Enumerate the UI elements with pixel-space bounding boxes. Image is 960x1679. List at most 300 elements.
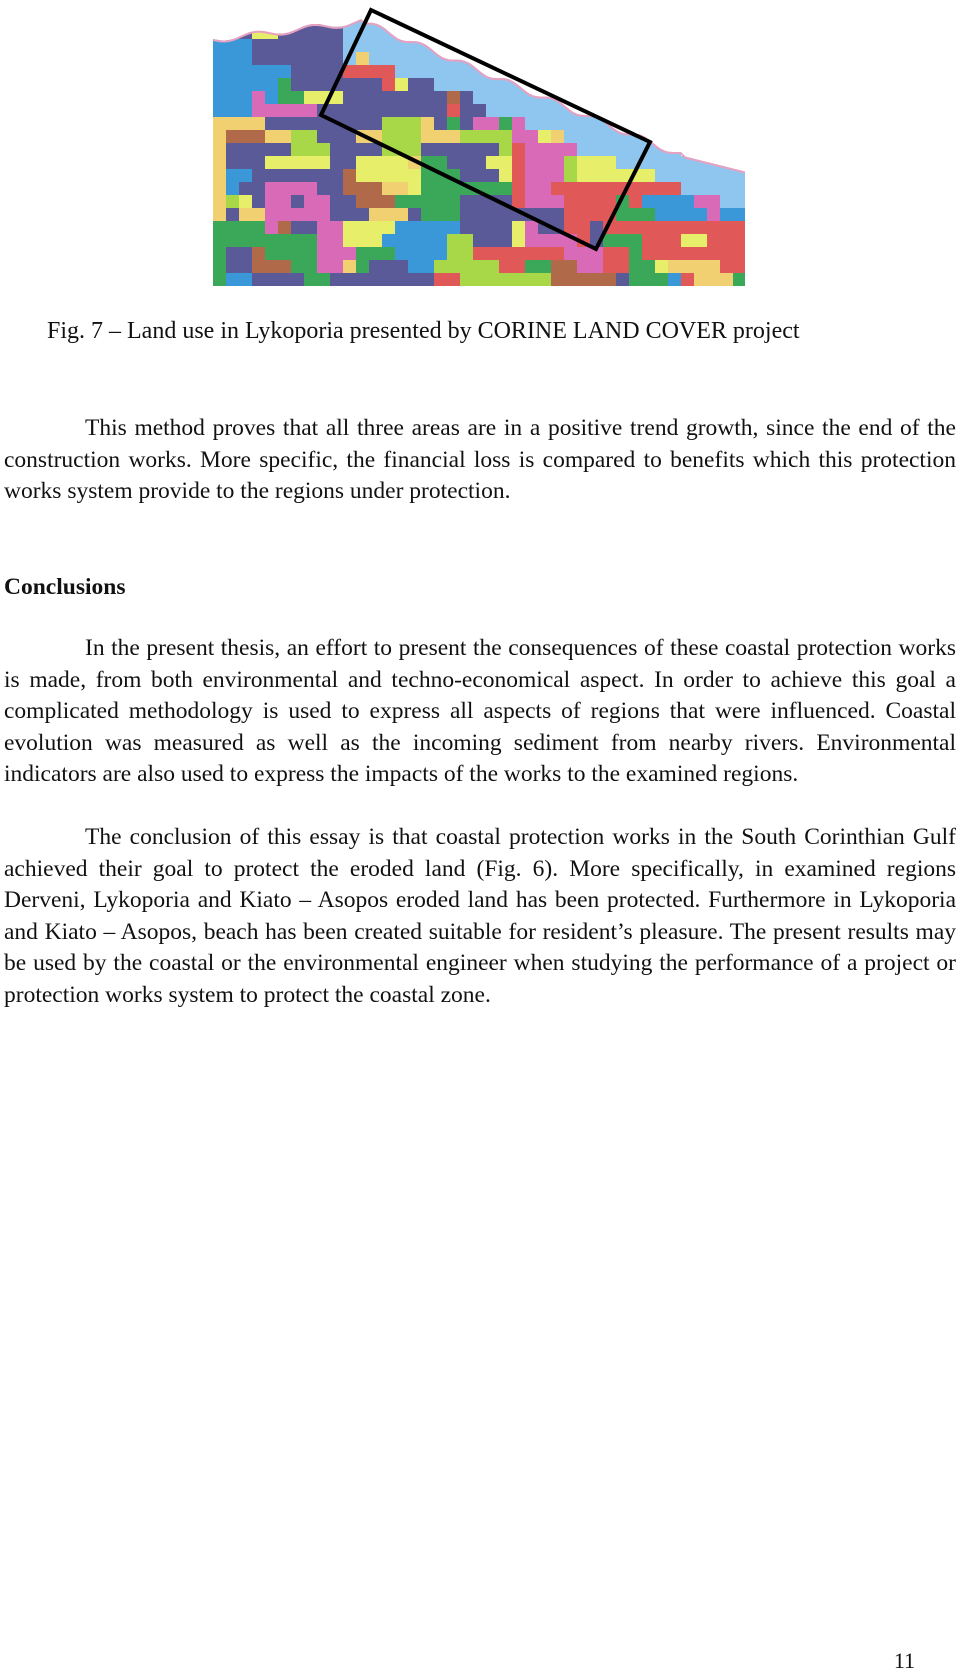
land-cover-cell xyxy=(265,65,278,78)
land-cover-cell xyxy=(733,195,745,208)
land-cover-cell xyxy=(629,234,642,247)
land-cover-cell xyxy=(603,182,616,195)
land-cover-cell xyxy=(590,260,603,273)
land-cover-cell xyxy=(239,104,252,117)
land-cover-cell xyxy=(707,221,720,234)
land-cover-cell xyxy=(369,221,382,234)
land-cover-cell xyxy=(720,221,733,234)
land-cover-cell xyxy=(577,117,590,130)
land-cover-cell xyxy=(590,221,603,234)
land-cover-cell xyxy=(460,156,473,169)
land-cover-cell xyxy=(252,156,265,169)
land-cover-cell xyxy=(434,117,447,130)
land-cover-cell xyxy=(642,247,655,260)
land-cover-cell xyxy=(616,143,629,156)
land-cover-cell xyxy=(434,78,447,91)
land-cover-cell xyxy=(408,182,421,195)
land-cover-cell xyxy=(226,221,239,234)
land-cover-cell xyxy=(499,169,512,182)
land-cover-cell xyxy=(564,247,577,260)
land-cover-cell xyxy=(330,208,343,221)
land-cover-cell xyxy=(330,52,343,65)
land-cover-cell xyxy=(291,65,304,78)
land-cover-cell xyxy=(369,117,382,130)
land-cover-cell xyxy=(369,91,382,104)
land-cover-cell xyxy=(447,143,460,156)
land-cover-cell xyxy=(408,221,421,234)
land-cover-cell xyxy=(733,247,745,260)
land-cover-cell xyxy=(434,130,447,143)
land-cover-cell xyxy=(252,260,265,273)
land-cover-cell xyxy=(330,156,343,169)
land-cover-cell xyxy=(434,143,447,156)
land-cover-cell xyxy=(356,117,369,130)
land-cover-cell xyxy=(213,130,226,143)
land-cover-cell xyxy=(603,169,616,182)
land-cover-cell xyxy=(733,208,745,221)
land-cover-cell xyxy=(369,104,382,117)
land-cover-cell xyxy=(447,130,460,143)
land-cover-cell xyxy=(486,104,499,117)
land-cover-cell xyxy=(304,91,317,104)
land-cover-cell xyxy=(421,130,434,143)
land-cover-cell xyxy=(499,221,512,234)
land-cover-cell xyxy=(512,260,525,273)
land-cover-cell xyxy=(239,78,252,91)
land-cover-cell xyxy=(421,104,434,117)
land-cover-cell xyxy=(551,104,564,117)
land-cover-cell xyxy=(486,169,499,182)
land-cover-cell xyxy=(447,273,460,286)
land-cover-cell xyxy=(434,260,447,273)
land-cover-cell xyxy=(278,195,291,208)
land-cover-cell xyxy=(486,234,499,247)
land-cover-cell xyxy=(603,234,616,247)
land-cover-cell xyxy=(382,221,395,234)
land-cover-cell xyxy=(668,169,681,182)
land-cover-cell xyxy=(304,247,317,260)
land-cover-cell xyxy=(356,260,369,273)
land-cover-cell xyxy=(551,130,564,143)
land-cover-cell xyxy=(421,52,434,65)
land-cover-cell xyxy=(577,169,590,182)
land-cover-cell xyxy=(369,208,382,221)
land-cover-cell xyxy=(317,130,330,143)
land-cover-cell xyxy=(213,208,226,221)
land-cover-cell xyxy=(590,273,603,286)
land-cover-cell xyxy=(434,234,447,247)
land-cover-cell xyxy=(434,247,447,260)
land-cover-cell xyxy=(226,130,239,143)
land-cover-cell xyxy=(538,195,551,208)
land-cover-cell xyxy=(486,273,499,286)
land-use-map xyxy=(213,0,745,286)
land-cover-cell xyxy=(382,169,395,182)
land-cover-cell xyxy=(239,208,252,221)
land-cover-cell xyxy=(525,130,538,143)
land-cover-cell xyxy=(655,156,668,169)
land-cover-cell xyxy=(343,234,356,247)
land-cover-cell xyxy=(317,234,330,247)
land-cover-cell xyxy=(538,182,551,195)
land-cover-cell xyxy=(577,143,590,156)
land-cover-cell xyxy=(382,195,395,208)
land-cover-cell xyxy=(330,182,343,195)
land-cover-cell xyxy=(408,169,421,182)
land-cover-cell xyxy=(252,234,265,247)
land-cover-cell xyxy=(291,208,304,221)
land-cover-cell xyxy=(551,143,564,156)
land-cover-cell xyxy=(369,52,382,65)
land-cover-cell xyxy=(512,273,525,286)
land-cover-cell xyxy=(655,182,668,195)
land-cover-cell xyxy=(291,247,304,260)
land-cover-cell xyxy=(499,104,512,117)
land-cover-cell xyxy=(408,208,421,221)
land-cover-cell xyxy=(603,156,616,169)
land-cover-cell xyxy=(291,52,304,65)
land-cover-cell xyxy=(447,117,460,130)
land-cover-cell xyxy=(291,234,304,247)
land-cover-cell xyxy=(473,260,486,273)
land-cover-cell xyxy=(551,182,564,195)
land-cover-cell xyxy=(343,195,356,208)
land-cover-cell xyxy=(603,247,616,260)
land-cover-cell xyxy=(226,247,239,260)
land-cover-cell xyxy=(577,156,590,169)
land-cover-cell xyxy=(382,104,395,117)
land-cover-cell xyxy=(395,273,408,286)
land-cover-cell xyxy=(720,195,733,208)
land-cover-cell xyxy=(499,247,512,260)
land-cover-cell xyxy=(681,234,694,247)
land-cover-cell xyxy=(538,208,551,221)
land-cover-cell xyxy=(499,208,512,221)
land-cover-cell xyxy=(642,208,655,221)
land-cover-cell xyxy=(590,195,603,208)
land-cover-cell xyxy=(460,65,473,78)
land-cover-cell xyxy=(369,26,382,39)
land-cover-cell xyxy=(525,143,538,156)
land-cover-cell xyxy=(382,130,395,143)
land-cover-cell xyxy=(252,52,265,65)
land-cover-cell xyxy=(473,117,486,130)
land-cover-cell xyxy=(603,273,616,286)
land-cover-cell xyxy=(525,247,538,260)
land-cover-cell xyxy=(304,195,317,208)
land-cover-cell xyxy=(486,208,499,221)
land-cover-cell xyxy=(460,208,473,221)
land-cover-cell xyxy=(278,182,291,195)
figure-caption: Fig. 7 – Land use in Lykoporia presented by CORINE LAND COVER project xyxy=(47,318,800,344)
paragraph-conclusions-1: In the present thesis, an effort to present the consequences of these coastal protection works is made, from both environmental and techno-economical aspect. In order to achieve this goal a complicated methodology is used to express all aspects of regions that were influenced. Coastal evolution was measured as well as the incoming sediment from nearby rivers. Environmental indicators are also used to express the impacts of the works to the examined regions. xyxy=(4,635,956,787)
land-cover-cell xyxy=(577,221,590,234)
land-cover-cell xyxy=(642,221,655,234)
land-cover-cell xyxy=(564,260,577,273)
land-cover-cell xyxy=(317,221,330,234)
land-cover-cell xyxy=(512,156,525,169)
land-cover-cell xyxy=(707,260,720,273)
land-cover-cell xyxy=(590,130,603,143)
land-cover-cell xyxy=(265,78,278,91)
land-cover-cell xyxy=(382,78,395,91)
land-cover-cell xyxy=(408,65,421,78)
land-cover-cell xyxy=(343,260,356,273)
land-cover-cell xyxy=(460,130,473,143)
land-cover-cell xyxy=(642,182,655,195)
land-cover-cell xyxy=(733,273,745,286)
land-cover-cell xyxy=(538,234,551,247)
land-cover-cell xyxy=(213,104,226,117)
land-cover-cell xyxy=(577,195,590,208)
land-cover-cell xyxy=(317,52,330,65)
land-cover-cell xyxy=(265,221,278,234)
land-cover-cell xyxy=(551,273,564,286)
land-cover-cell xyxy=(694,260,707,273)
land-cover-cell xyxy=(694,169,707,182)
land-cover-cell xyxy=(499,234,512,247)
land-cover-cell xyxy=(343,26,356,39)
land-cover-cell xyxy=(551,195,564,208)
land-cover-cell xyxy=(356,195,369,208)
land-cover-cell xyxy=(681,247,694,260)
land-cover-cell xyxy=(330,104,343,117)
land-cover-cell xyxy=(330,247,343,260)
land-cover-cell xyxy=(668,273,681,286)
land-cover-cell xyxy=(603,195,616,208)
land-cover-cell xyxy=(473,78,486,91)
land-cover-cell xyxy=(395,195,408,208)
land-cover-cell xyxy=(395,208,408,221)
land-cover-cell xyxy=(239,156,252,169)
land-cover-cell xyxy=(291,104,304,117)
land-cover-cell xyxy=(720,182,733,195)
land-cover-cell xyxy=(720,234,733,247)
land-cover-cell xyxy=(278,169,291,182)
land-cover-cell xyxy=(278,234,291,247)
land-cover-cell xyxy=(460,169,473,182)
land-cover-cell xyxy=(252,78,265,91)
land-cover-cell xyxy=(226,91,239,104)
land-cover-cell xyxy=(304,52,317,65)
land-cover-cell xyxy=(421,65,434,78)
land-cover-cell xyxy=(408,195,421,208)
land-cover-cell xyxy=(317,156,330,169)
land-cover-cell xyxy=(369,156,382,169)
land-cover-cell xyxy=(434,91,447,104)
land-cover-cell xyxy=(356,234,369,247)
land-cover-cell xyxy=(421,234,434,247)
land-cover-cell xyxy=(473,104,486,117)
land-cover-cell xyxy=(291,273,304,286)
land-cover-cell xyxy=(551,247,564,260)
land-cover-cell xyxy=(486,260,499,273)
land-cover-cell xyxy=(655,273,668,286)
land-cover-cell xyxy=(512,234,525,247)
land-cover-cell xyxy=(577,208,590,221)
land-cover-cell xyxy=(564,156,577,169)
land-cover-cell xyxy=(473,130,486,143)
land-cover-cell xyxy=(252,169,265,182)
land-cover-cell xyxy=(707,273,720,286)
land-cover-cell xyxy=(460,195,473,208)
land-cover-cell xyxy=(239,260,252,273)
land-cover-cell xyxy=(408,234,421,247)
land-cover-cell xyxy=(694,234,707,247)
land-cover-cell xyxy=(408,78,421,91)
land-cover-cell xyxy=(213,65,226,78)
land-cover-cell xyxy=(304,208,317,221)
land-cover-cell xyxy=(590,169,603,182)
land-cover-cell xyxy=(226,104,239,117)
land-cover-cell xyxy=(265,260,278,273)
land-cover-cell xyxy=(499,91,512,104)
land-cover-cell xyxy=(291,130,304,143)
land-cover-cell xyxy=(486,143,499,156)
paragraph-method: This method proves that all three areas are in a positive trend growth, since the end of the construction works. More specific, the financial loss is compared to benefits which this protection works system provide to the regions under protection. xyxy=(4,415,956,504)
land-cover-cell xyxy=(421,208,434,221)
land-cover-cell xyxy=(681,260,694,273)
land-cover-cell xyxy=(447,221,460,234)
land-cover-cell xyxy=(265,143,278,156)
land-cover-cell xyxy=(213,169,226,182)
land-cover-cell xyxy=(213,78,226,91)
land-cover-cell xyxy=(265,247,278,260)
land-cover-cell xyxy=(252,182,265,195)
land-cover-cell xyxy=(408,130,421,143)
land-cover-cell xyxy=(668,208,681,221)
land-cover-cell xyxy=(421,182,434,195)
land-cover-cell xyxy=(226,78,239,91)
land-cover-cell xyxy=(512,91,525,104)
land-cover-cell xyxy=(629,221,642,234)
land-cover-cell xyxy=(564,195,577,208)
land-cover-cell xyxy=(655,247,668,260)
land-cover-cell xyxy=(525,117,538,130)
land-cover-cell xyxy=(395,91,408,104)
land-cover-cell xyxy=(447,195,460,208)
land-cover-cell xyxy=(655,208,668,221)
land-cover-cell xyxy=(278,273,291,286)
land-cover-cell xyxy=(265,182,278,195)
land-cover-cell xyxy=(447,260,460,273)
land-cover-cell xyxy=(681,195,694,208)
land-cover-cell xyxy=(525,169,538,182)
land-cover-cell xyxy=(226,182,239,195)
land-cover-cell xyxy=(512,143,525,156)
land-cover-cell xyxy=(239,221,252,234)
land-cover-cell xyxy=(291,182,304,195)
land-cover-cell xyxy=(590,143,603,156)
land-cover-cell xyxy=(499,273,512,286)
land-cover-cell xyxy=(382,260,395,273)
land-cover-cell xyxy=(486,117,499,130)
land-cover-cell xyxy=(460,260,473,273)
land-cover-cell xyxy=(395,117,408,130)
land-cover-cell xyxy=(720,247,733,260)
land-cover-cell xyxy=(304,26,317,39)
land-cover-cell xyxy=(551,260,564,273)
land-cover-cell xyxy=(512,169,525,182)
land-cover-cell xyxy=(213,52,226,65)
land-cover-cell xyxy=(408,91,421,104)
land-cover-cell xyxy=(720,273,733,286)
land-cover-cell xyxy=(304,221,317,234)
land-cover-cell xyxy=(226,52,239,65)
land-cover-cell xyxy=(642,234,655,247)
land-cover-cell xyxy=(343,143,356,156)
land-cover-cell xyxy=(616,156,629,169)
land-cover-cell xyxy=(304,234,317,247)
land-cover-cell xyxy=(421,195,434,208)
land-cover-cell xyxy=(616,247,629,260)
land-cover-cell xyxy=(382,208,395,221)
land-cover-cell xyxy=(252,247,265,260)
land-cover-cell xyxy=(239,91,252,104)
land-cover-cell xyxy=(642,273,655,286)
land-cover-cell xyxy=(499,260,512,273)
land-cover-cell xyxy=(590,208,603,221)
land-cover-cell xyxy=(473,247,486,260)
land-cover-cell xyxy=(395,169,408,182)
land-cover-cell xyxy=(213,91,226,104)
land-cover-cell xyxy=(369,234,382,247)
land-cover-cell xyxy=(408,104,421,117)
land-cover-cell xyxy=(629,273,642,286)
land-cover-cell xyxy=(512,104,525,117)
land-cover-cell xyxy=(278,117,291,130)
land-cover-cell xyxy=(486,247,499,260)
land-cover-cell xyxy=(668,156,681,169)
land-cover-cell xyxy=(226,143,239,156)
land-cover-cell xyxy=(330,169,343,182)
land-cover-cell xyxy=(291,143,304,156)
land-cover-cell xyxy=(577,260,590,273)
land-cover-cell xyxy=(317,260,330,273)
land-cover-cell xyxy=(525,195,538,208)
land-cover-cell xyxy=(447,234,460,247)
land-cover-cell xyxy=(681,273,694,286)
land-cover-cell xyxy=(252,65,265,78)
land-cover-cell xyxy=(616,221,629,234)
land-cover-cell xyxy=(226,260,239,273)
land-cover-cell xyxy=(473,221,486,234)
land-cover-cell xyxy=(499,117,512,130)
land-cover-cell xyxy=(447,156,460,169)
land-cover-cell xyxy=(278,130,291,143)
land-cover-cell xyxy=(395,260,408,273)
land-cover-cell xyxy=(564,130,577,143)
land-cover-cell xyxy=(707,169,720,182)
land-cover-cell xyxy=(317,39,330,52)
land-cover-cell xyxy=(564,273,577,286)
land-cover-cell xyxy=(369,169,382,182)
land-cover-cell xyxy=(460,91,473,104)
land-cover-cell xyxy=(551,117,564,130)
land-cover-cell xyxy=(707,208,720,221)
land-cover-cell xyxy=(382,117,395,130)
land-cover-cell xyxy=(538,156,551,169)
land-cover-cell xyxy=(733,260,745,273)
land-cover-cell xyxy=(720,208,733,221)
land-cover-cell xyxy=(421,78,434,91)
land-cover-cell xyxy=(356,156,369,169)
land-cover-cell xyxy=(213,247,226,260)
land-cover-cell xyxy=(720,260,733,273)
land-cover-cell xyxy=(252,273,265,286)
land-cover-cell xyxy=(343,91,356,104)
land-cover-cell xyxy=(577,130,590,143)
